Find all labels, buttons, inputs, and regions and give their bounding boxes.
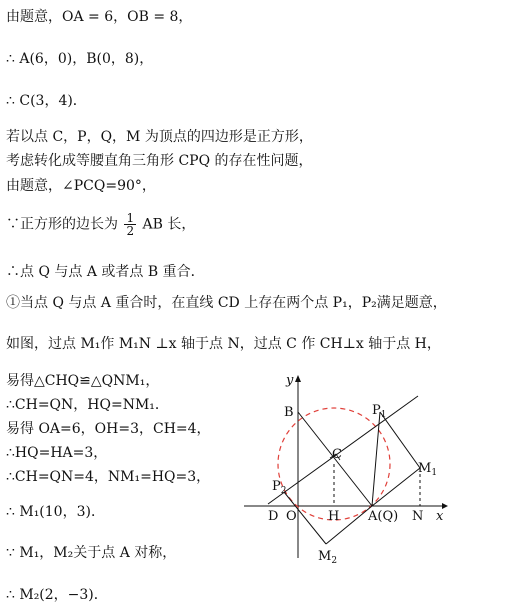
line-ch-qn: ∴CH=QN=4，NM₁=HQ=3， [6,469,211,485]
label-c: C [332,447,342,462]
line-congruent: 易得△CHQ≌△QNM₁， [6,373,160,389]
label-p1-letter: P [372,403,381,418]
label-p2 [272,479,286,496]
label-p2-letter: P [272,479,281,494]
fraction-numerator: 1 [126,211,135,225]
label-b: B [284,405,294,420]
label-n: N [412,509,424,524]
label-p1-sub: 1 [380,410,387,420]
line-m1: ∴ M₁(10，3)． [6,504,105,520]
y-axis-arrow [295,375,301,382]
line-point-c: ∴ C(3，4)． [6,93,87,109]
line-q-coincides: ∴点 Q 与点 A 或者点 B 重合． [6,264,205,280]
label-m2 [318,549,337,566]
line-equal-segments: ∴CH=QN，HQ=NM₁． [6,397,169,413]
line-square-condition: 若以点 C，P，Q，M 为顶点的四边形是正方形， [6,129,313,145]
line-side-length [6,212,195,237]
line-symmetric: ∵ M₁，M₂关于点 A 对称， [6,545,177,561]
label-aq: A(Q) [368,509,399,524]
side-length-text: ∵正方形的边长为 [6,216,118,233]
line-hq: ∴HQ=HA=3， [6,445,108,461]
label-x-axis: x [436,509,444,524]
label-m2-sub: 2 [331,556,338,566]
side-length-tail: AB 长， [142,216,196,233]
label-m1-sub: 1 [431,468,438,478]
label-p1 [372,403,386,420]
label-d: D [268,509,279,524]
label-h: H [328,509,340,524]
label-y-axis: y [286,373,294,388]
line-angle: 由题意，∠PCQ=90°， [6,178,156,194]
segment-p1-m1 [380,412,420,468]
line-given: 由题意，OA = 6，OB = 8， [6,9,193,25]
label-m1-letter: M [418,461,432,476]
label-m2-letter: M [318,549,332,564]
segment-m1-q [372,468,420,506]
fraction-half [124,212,136,237]
fraction-denominator: 2 [126,224,135,238]
label-m1 [418,461,437,478]
line-points-ab: ∴ A(6，0)，B(0，8)， [6,51,154,67]
label-p2-sub: 2 [280,486,287,496]
line-lengths: 易得 OA=6，OH=3，CH=4， [6,421,211,437]
line-case-one: ①当点 Q 与点 A 重合时，在直线 CD 上存在两个点 P₁，P₂满足题意， [6,295,447,311]
line-construction: 如图，过点 M₁作 M₁N ⊥x 轴于点 N，过点 C 作 CH⊥x 轴于点 H， [6,336,441,352]
line-m2: ∴ M₂(2，−3)． [6,587,108,603]
line-convert-triangle: 考虑转化成等腰直角三角形 CPQ 的存在性问题， [6,153,313,169]
label-o: O [286,509,297,524]
geometry-figure [238,372,450,572]
